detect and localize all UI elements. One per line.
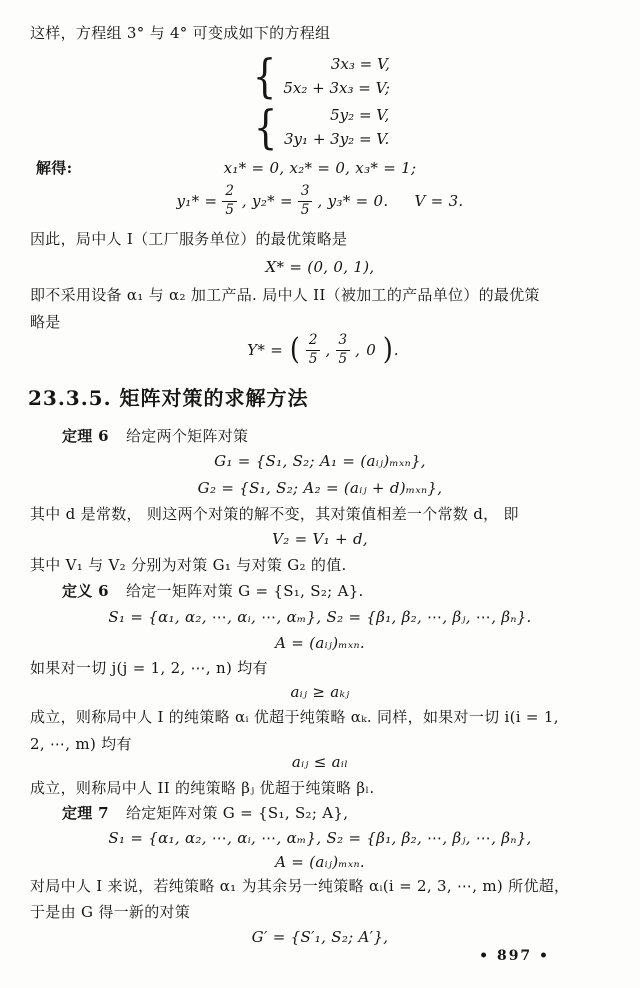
theorem6-label: 定理 6 (62, 427, 109, 445)
fraction-numerator: 2 (222, 184, 237, 202)
intro-text: 这样，方程组 3° 与 4° 可变成如下的方程组 (30, 24, 331, 42)
conclusion-player2-line2: 略是 (30, 313, 61, 331)
theorem6-body2: 其中 V₁ 与 V₂ 分别为对策 G₁ 与对策 G₂ 的值. (30, 556, 347, 574)
fraction-2-5 (222, 184, 237, 218)
theorem7-body1: 对局中人 I 来说，若纯策略 α₁ 为其余另一纯策略 αᵢ(i = 2, 3, ⋯, m) 所优超， (30, 877, 570, 895)
definition6-inequality2: aᵢⱼ ≤ aᵢₗ (291, 753, 349, 771)
theorem6-body1: 其中 d 是常数， 则这两个对策的解不变，其对策值相差一个常数 d， 即 (30, 505, 519, 523)
comma: , (355, 340, 361, 359)
definition6-strategy-sets: S₁ = {α₁, α₂, ⋯, αᵢ, ⋯, αₘ}, S₂ = {β₁, β₂, ⋯, βⱼ, ⋯, βₙ}. (108, 608, 532, 626)
theorem7-lead (62, 802, 610, 825)
y-star-lhs: Y* = (247, 340, 284, 359)
equation-system-1 (30, 49, 610, 103)
y3-value: , y₃* = 0. (317, 191, 389, 210)
system-2-rows (284, 103, 389, 151)
theorem6-eq-g1: G₁ = {S₁, S₂; A₁ = (aᵢⱼ)ₘₓₙ}, (214, 452, 426, 470)
fraction-denominator: 5 (338, 350, 348, 367)
conclusion-player1-text: 因此，局中人 I（工厂服务单位）的最优策略是 (30, 230, 348, 248)
theorem7-intro: 给定矩阵对策 G = {S₁, S₂; A}, (125, 804, 349, 822)
page-number: • 897 • (479, 948, 550, 964)
system-1-rows (283, 52, 390, 100)
definition6-label: 定义 6 (62, 582, 109, 600)
system-1-row-1: 3x₃ = V, (330, 55, 390, 73)
definition6-body2: 成立，则称局中人 II 的纯策略 βⱼ 优超于纯策略 βₗ. (30, 779, 375, 797)
fraction-numerator: 3 (336, 333, 351, 351)
definition6-intro: 给定一矩阵对策 G = {S₁, S₂; A}. (125, 582, 364, 600)
y1-lhs: y₁* = (176, 191, 218, 210)
x-solution-line: x₁* = 0, x₂* = 0, x₃* = 1; (223, 159, 417, 177)
system-2-row-2: 3y₁ + 3y₂ = V. (284, 130, 390, 148)
system-2-row-1: 5y₂ = V, (330, 106, 390, 124)
x-star-formula: X* = (0, 0, 1), (265, 258, 375, 276)
theorem7-body2: 于是由 G 得一新的对策 (30, 903, 191, 921)
theorem7-new-game-formula: G′ = {S′₁, S₂; A′}, (251, 928, 389, 946)
definition6-body1a: 成立，则称局中人 I 的纯策略 αᵢ 优超于纯策略 αₖ. 同样，如果对一切 i(i = 1, (30, 708, 559, 726)
left-brace-icon: { (253, 100, 278, 154)
comma: , (325, 340, 331, 359)
definition6-matrix: A = (aᵢⱼ)ₘₓₙ. (275, 634, 365, 652)
fraction-denominator: 5 (300, 201, 310, 218)
system-1-row-2: 5x₂ + 3x₃ = V; (283, 79, 390, 97)
intro-paragraph (30, 22, 610, 45)
theorem7-strategy-sets: S₁ = {α₁, α₂, ⋯, αᵢ, ⋯, αₘ}, S₂ = {β₁, β₂, ⋯, βⱼ, ⋯, βₙ}, (108, 829, 532, 847)
left-brace-icon: { (252, 49, 277, 103)
y2-lhs: , y₂* = (241, 191, 293, 210)
theorem6-eq-g2: G₂ = {S₁, S₂; A₂ = (aᵢⱼ + d)ₘₓₙ}, (197, 479, 443, 497)
theorem6-intro: 给定两个矩阵对策 (125, 427, 249, 445)
period: . (393, 340, 399, 359)
y-solution-line (30, 183, 610, 219)
theorem6-lead (62, 425, 610, 448)
zero-component: 0 (366, 340, 377, 359)
definition6-condition1: 如果对一切 j(j = 1, 2, ⋯, n) 均有 (30, 659, 268, 677)
fraction-3-5 (336, 333, 351, 367)
theorem7-matrix: A = (aᵢⱼ)ₘₓₙ. (275, 853, 365, 871)
open-paren-icon: ( (290, 332, 300, 367)
y-star-formula (30, 330, 610, 370)
close-paren-icon: ) (382, 332, 393, 367)
definition6-lead (62, 580, 610, 603)
equation-system-2 (30, 100, 610, 154)
fraction-numerator: 3 (298, 184, 313, 202)
definition6-body1b: 2, ⋯, m) 均有 (30, 735, 132, 753)
theorem7-label: 定理 7 (62, 804, 109, 822)
theorem6-eq-v: V₂ = V₁ + d, (272, 530, 368, 548)
fraction-2-5 (306, 333, 321, 367)
fraction-3-5 (298, 184, 313, 218)
fraction-numerator: 2 (306, 333, 321, 351)
fraction-denominator: 5 (308, 350, 318, 367)
game-value: V = 3. (414, 191, 464, 210)
section-heading: 23.3.5. 矩阵对策的求解方法 (28, 386, 309, 410)
definition6-inequality1: aᵢⱼ ≥ aₖⱼ (290, 683, 350, 701)
solve-label: 解得: (36, 159, 73, 177)
conclusion-player2-line1: 即不采用设备 α₁ 与 α₂ 加工产品. 局中人 II（被加工的产品单位）的最优策 (30, 286, 540, 304)
fraction-denominator: 5 (225, 201, 234, 218)
